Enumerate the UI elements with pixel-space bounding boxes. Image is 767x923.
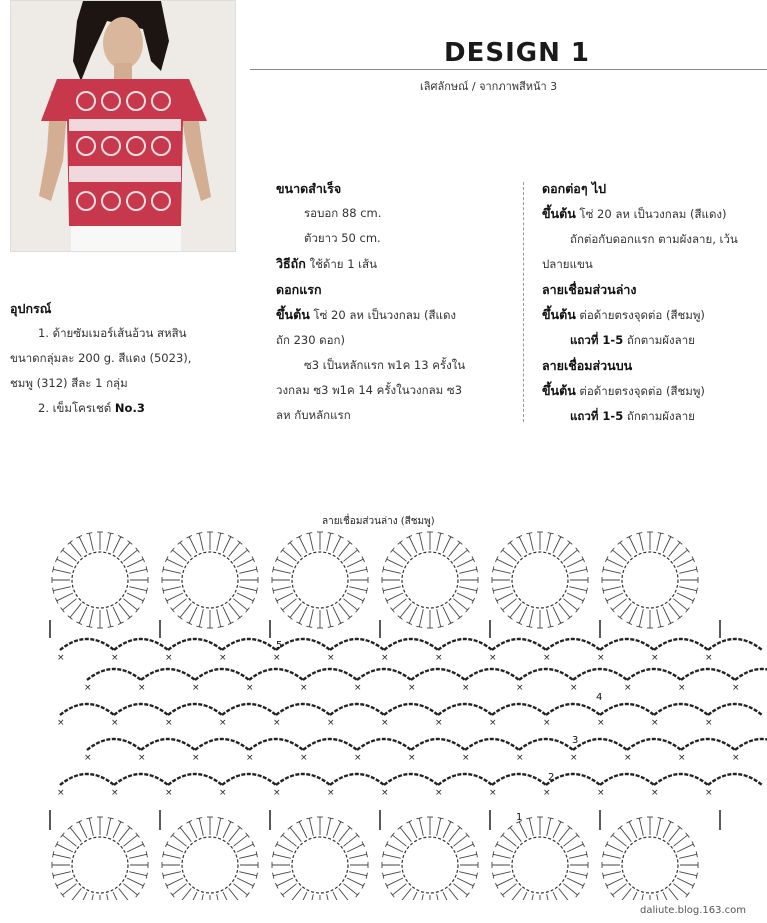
first-flower-start-label: ขึ้นต้น bbox=[276, 307, 310, 322]
single-crochet-mark: × bbox=[354, 753, 362, 763]
chain-arch bbox=[276, 639, 330, 650]
chain-arch bbox=[249, 669, 303, 680]
chain-arch bbox=[60, 774, 114, 785]
single-crochet-mark: × bbox=[327, 653, 335, 663]
chain-arch bbox=[600, 704, 654, 715]
top-flower-6 bbox=[602, 532, 698, 628]
single-crochet-mark: × bbox=[678, 683, 686, 693]
top-flower-1 bbox=[52, 532, 148, 628]
single-crochet-mark: × bbox=[543, 653, 551, 663]
chain-arch bbox=[195, 739, 249, 750]
single-crochet-mark: × bbox=[165, 653, 173, 663]
chain-arch bbox=[492, 639, 546, 650]
first-flower-line-4: วงกลม ซ3 พ1ค 14 ครั้งในวงกลม ซ3 bbox=[276, 383, 463, 397]
single-crochet-mark: × bbox=[705, 653, 713, 663]
byline-author: เลิศลักษณ์ bbox=[420, 80, 469, 93]
upper-joint-start-text: ต่อด้ายตรงจุดต่อ (สีชมพู) bbox=[579, 384, 705, 398]
chain-arch bbox=[492, 704, 546, 715]
single-crochet-mark: × bbox=[570, 753, 578, 763]
chain-arch bbox=[735, 739, 767, 750]
row-number-2: 2 bbox=[548, 772, 555, 783]
single-crochet-mark: × bbox=[462, 753, 470, 763]
single-crochet-mark: × bbox=[705, 718, 713, 728]
material-item-1-line-2: ขนาดกลุ่มละ 200 g. สีแดง (5023), bbox=[10, 351, 192, 365]
chain-arch bbox=[222, 639, 276, 650]
single-crochet-mark: × bbox=[678, 753, 686, 763]
single-crochet-mark: × bbox=[111, 788, 119, 798]
single-crochet-mark: × bbox=[435, 788, 443, 798]
single-crochet-mark: × bbox=[651, 788, 659, 798]
single-crochet-mark: × bbox=[381, 788, 389, 798]
upper-joint-start bbox=[542, 378, 767, 404]
chain-arch bbox=[222, 704, 276, 715]
single-crochet-mark: × bbox=[327, 788, 335, 798]
lower-joint-rows-text: ถักตามผังลาย bbox=[626, 333, 695, 347]
single-crochet-mark: × bbox=[300, 753, 308, 763]
single-crochet-mark: × bbox=[219, 653, 227, 663]
top-flower-row bbox=[52, 532, 698, 628]
lower-joint-rows bbox=[542, 328, 767, 353]
next-flowers-line-2: ถักต่อกับดอกแรก ตามผังลาย, เว้น bbox=[570, 232, 738, 246]
single-crochet-mark: × bbox=[597, 718, 605, 728]
chain-arch bbox=[60, 704, 114, 715]
chain-arch bbox=[573, 669, 627, 680]
single-crochet-mark: × bbox=[273, 788, 281, 798]
chain-arch bbox=[465, 669, 519, 680]
next-flowers-start-label: ขึ้นต้น bbox=[542, 206, 576, 221]
chain-arch bbox=[708, 704, 762, 715]
chain-arch bbox=[141, 739, 195, 750]
top-flower-3 bbox=[272, 532, 368, 628]
single-crochet-mark: × bbox=[597, 653, 605, 663]
top-flower-4 bbox=[382, 532, 478, 628]
chain-arch bbox=[276, 704, 330, 715]
single-crochet-mark: × bbox=[543, 718, 551, 728]
single-crochet-mark: × bbox=[408, 683, 416, 693]
chain-arch bbox=[411, 739, 465, 750]
single-crochet-mark: × bbox=[192, 753, 200, 763]
size-chest: รอบอก 88 cm. bbox=[304, 206, 382, 220]
single-crochet-mark: × bbox=[300, 683, 308, 693]
materials-section bbox=[10, 296, 240, 421]
single-crochet-mark: × bbox=[489, 718, 497, 728]
single-crochet-mark: × bbox=[57, 718, 65, 728]
chain-arch bbox=[654, 774, 708, 785]
material-item-1-line-3: ชมพู (312) สีละ 1 กลุ่ม bbox=[10, 376, 128, 390]
crochet-diagram bbox=[0, 530, 767, 900]
upper-joint-rows-text: ถักตามผังลาย bbox=[626, 409, 695, 423]
model-photo bbox=[10, 0, 236, 252]
method-text: ใช้ด้าย 1 เส้น bbox=[309, 257, 377, 271]
lower-joint-start-text: ต่อด้ายตรงจุดต่อ (สีชมพู) bbox=[579, 308, 705, 322]
single-crochet-mark: × bbox=[219, 788, 227, 798]
single-crochet-mark: × bbox=[57, 653, 65, 663]
upper-joint-heading: ลายเชื่อมส่วนบน bbox=[542, 358, 633, 373]
single-crochet-mark: × bbox=[408, 753, 416, 763]
byline-separator: / bbox=[471, 80, 476, 93]
next-flowers-line-3: ปลายแขน bbox=[542, 257, 593, 271]
single-crochet-mark: × bbox=[165, 788, 173, 798]
single-crochet-mark: × bbox=[84, 753, 92, 763]
chain-arch bbox=[114, 704, 168, 715]
row-number-1: 1 bbox=[516, 812, 523, 823]
single-crochet-mark: × bbox=[597, 788, 605, 798]
first-flower-line-3: ซ3 เป็นหลักแรก พ1ค 13 ครั้งใน bbox=[304, 358, 466, 372]
lower-joint-start-label: ขึ้นต้น bbox=[542, 307, 576, 322]
chain-arch bbox=[114, 639, 168, 650]
chain-arch bbox=[249, 739, 303, 750]
bottom-flower-5 bbox=[492, 817, 588, 900]
next-flowers-line-1 bbox=[542, 201, 767, 227]
lower-joint-start bbox=[542, 302, 767, 328]
chain-arch bbox=[330, 639, 384, 650]
lower-joint-heading: ลายเชื่อมส่วนล่าง bbox=[542, 282, 637, 297]
material-item-2-size: No.3 bbox=[114, 401, 145, 415]
material-item-2-prefix: 2. เข็มโครเชต์ bbox=[38, 401, 112, 415]
chain-arch bbox=[708, 639, 762, 650]
size-heading: ขนาดสำเร็จ bbox=[276, 181, 342, 196]
upper-joint-start-label: ขึ้นต้น bbox=[542, 383, 576, 398]
top-flower-2 bbox=[162, 532, 258, 628]
upper-joint-rows bbox=[542, 404, 767, 429]
byline bbox=[420, 77, 557, 95]
chain-arch bbox=[168, 639, 222, 650]
material-item-2 bbox=[10, 396, 240, 421]
instructions-right bbox=[542, 176, 767, 429]
chain-arch bbox=[168, 704, 222, 715]
first-flower-line-1 bbox=[276, 302, 516, 328]
chain-arch bbox=[141, 669, 195, 680]
single-crochet-mark: × bbox=[273, 718, 281, 728]
column-divider bbox=[523, 182, 525, 422]
method-label: วิธีถัก bbox=[276, 256, 306, 271]
single-crochet-mark: × bbox=[111, 718, 119, 728]
chain-arch bbox=[87, 669, 141, 680]
single-crochet-mark: × bbox=[651, 718, 659, 728]
single-crochet-mark: × bbox=[705, 788, 713, 798]
first-flower-line-5: ลห กับหลักแรก bbox=[276, 408, 351, 422]
chain-arch bbox=[195, 669, 249, 680]
chain-arch bbox=[303, 669, 357, 680]
row-number-4: 4 bbox=[596, 692, 603, 703]
chain-arch bbox=[492, 774, 546, 785]
single-crochet-mark: × bbox=[624, 753, 632, 763]
single-crochet-mark: × bbox=[516, 753, 524, 763]
first-flower-start-text: โซ่ 20 ลห เป็นวงกลม (สีแดง bbox=[313, 308, 457, 322]
bottom-flower-2 bbox=[162, 817, 258, 900]
single-crochet-mark: × bbox=[543, 788, 551, 798]
single-crochet-mark: × bbox=[381, 653, 389, 663]
chain-arch bbox=[627, 669, 681, 680]
single-crochet-mark: × bbox=[219, 718, 227, 728]
top-flower-5 bbox=[492, 532, 588, 628]
single-crochet-mark: × bbox=[246, 683, 254, 693]
single-crochet-mark: × bbox=[138, 683, 146, 693]
chain-arch bbox=[465, 739, 519, 750]
single-crochet-mark: × bbox=[570, 683, 578, 693]
single-crochet-mark: × bbox=[435, 653, 443, 663]
single-crochet-mark: × bbox=[165, 718, 173, 728]
title-rule bbox=[250, 69, 767, 70]
chain-arch bbox=[60, 639, 114, 650]
materials-heading: อุปกรณ์ bbox=[10, 301, 52, 316]
chain-arch bbox=[357, 739, 411, 750]
watermark: daliute.blog.163.com bbox=[640, 905, 747, 916]
chain-arch bbox=[519, 669, 573, 680]
chain-arch bbox=[114, 774, 168, 785]
single-crochet-mark: × bbox=[489, 788, 497, 798]
chain-arch bbox=[222, 774, 276, 785]
bottom-flower-6 bbox=[602, 817, 698, 900]
chain-arch bbox=[519, 739, 573, 750]
single-crochet-mark: × bbox=[624, 683, 632, 693]
single-crochet-mark: × bbox=[192, 683, 200, 693]
chain-arch bbox=[438, 704, 492, 715]
design-title: DESIGN 1 bbox=[444, 38, 590, 68]
chain-arch bbox=[438, 639, 492, 650]
single-crochet-mark: × bbox=[435, 718, 443, 728]
chain-arch bbox=[384, 639, 438, 650]
single-crochet-mark: × bbox=[732, 683, 740, 693]
row-number-5: 5 bbox=[276, 640, 283, 651]
chain-arch bbox=[735, 669, 767, 680]
single-crochet-mark: × bbox=[84, 683, 92, 693]
single-crochet-mark: × bbox=[462, 683, 470, 693]
single-crochet-mark: × bbox=[138, 753, 146, 763]
single-crochet-mark: × bbox=[354, 683, 362, 693]
chain-arch bbox=[303, 739, 357, 750]
chain-arch bbox=[330, 704, 384, 715]
single-crochet-mark: × bbox=[732, 753, 740, 763]
single-crochet-mark: × bbox=[489, 653, 497, 663]
chain-arch bbox=[411, 669, 465, 680]
single-crochet-mark: × bbox=[246, 753, 254, 763]
chain-arch bbox=[654, 639, 708, 650]
chain-arch bbox=[681, 739, 735, 750]
diagram-title: ลายเชื่อมส่วนล่าง (สีชมพู) bbox=[322, 516, 435, 527]
chain-arch bbox=[276, 774, 330, 785]
lower-joint-rows-label: แถวที่ 1-5 bbox=[570, 333, 624, 347]
single-crochet-mark: × bbox=[57, 788, 65, 798]
size-length: ตัวยาว 50 cm. bbox=[304, 231, 381, 245]
chain-arch bbox=[546, 704, 600, 715]
chain-arch bbox=[357, 669, 411, 680]
instructions-middle bbox=[276, 176, 516, 428]
chain-arch bbox=[438, 774, 492, 785]
chain-arch bbox=[168, 774, 222, 785]
row-number-3: 3 bbox=[572, 735, 579, 746]
chain-arch bbox=[573, 739, 627, 750]
single-crochet-mark: × bbox=[516, 683, 524, 693]
material-item-1-line-1: 1. ด้ายซัมเมอร์เส้นอ้วน สหสิน bbox=[38, 326, 187, 340]
single-crochet-mark: × bbox=[273, 653, 281, 663]
chain-arch bbox=[330, 774, 384, 785]
chain-arch bbox=[384, 704, 438, 715]
chain-arch bbox=[600, 774, 654, 785]
bottom-flower-3 bbox=[272, 817, 368, 900]
bottom-flower-row bbox=[52, 817, 698, 900]
chain-arch bbox=[87, 739, 141, 750]
mesh-pattern bbox=[50, 620, 767, 830]
next-flowers-heading: ดอกต่อๆ ไป bbox=[542, 181, 607, 196]
single-crochet-mark: × bbox=[111, 653, 119, 663]
bottom-flower-1 bbox=[52, 817, 148, 900]
chain-arch bbox=[654, 704, 708, 715]
first-flower-line-2: ถัก 230 ดอก) bbox=[276, 333, 346, 347]
next-flowers-start-text: โซ่ 20 ลห เป็นวงกลม (สีแดง) bbox=[579, 207, 727, 221]
single-crochet-mark: × bbox=[651, 653, 659, 663]
upper-joint-rows-label: แถวที่ 1-5 bbox=[570, 409, 624, 423]
bottom-flower-4 bbox=[382, 817, 478, 900]
chain-arch bbox=[600, 639, 654, 650]
chain-arch bbox=[681, 669, 735, 680]
chain-arch bbox=[708, 774, 762, 785]
single-crochet-mark: × bbox=[327, 718, 335, 728]
chain-arch bbox=[627, 739, 681, 750]
method-line bbox=[276, 251, 516, 277]
chain-arch bbox=[384, 774, 438, 785]
single-crochet-mark: × bbox=[381, 718, 389, 728]
first-flower-heading: ดอกแรก bbox=[276, 282, 322, 297]
chain-arch bbox=[546, 639, 600, 650]
byline-reference: จากภาพสีหน้า 3 bbox=[479, 80, 558, 93]
